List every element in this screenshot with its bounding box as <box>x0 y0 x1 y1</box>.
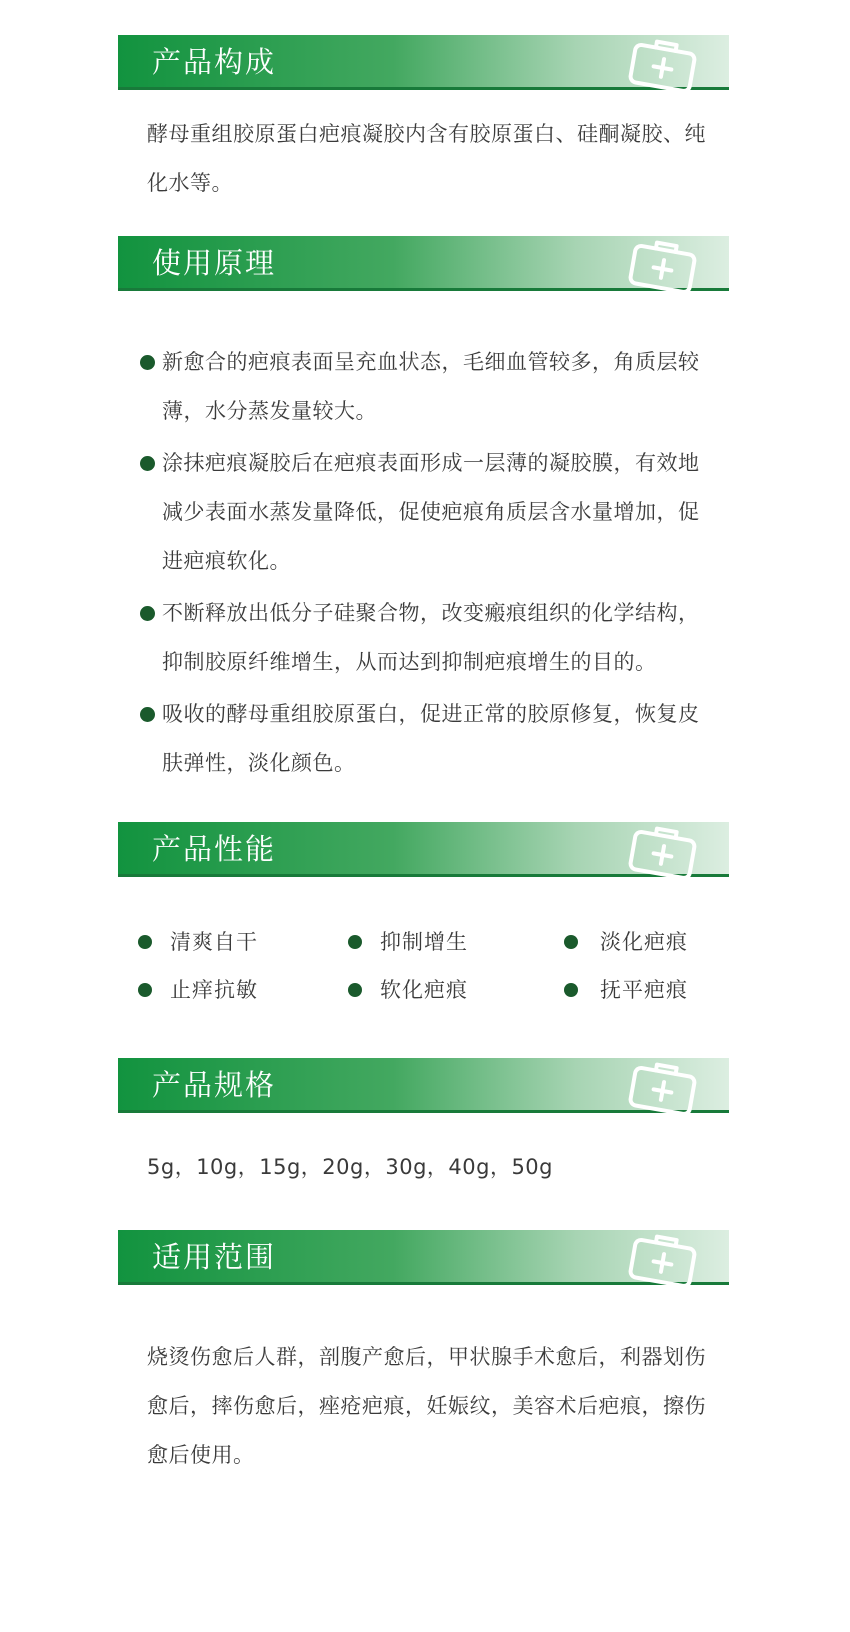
first-aid-kit-icon <box>627 35 699 93</box>
performance-item: 止痒抗敏 <box>170 978 258 1002</box>
bullet-dot <box>138 983 152 997</box>
list-item-text: 新愈合的疤痕表面呈充血状态，毛细血管较多，角质层较薄，水分蒸发量较大。 <box>162 350 700 423</box>
specs-text: 5g，10g，15g，20g，30g，40g，50g <box>147 1155 554 1179</box>
bullet-dot <box>140 355 155 370</box>
section-title: 产品性能 <box>152 832 277 866</box>
first-aid-kit-icon <box>627 1058 699 1116</box>
bullet-dot <box>140 707 155 722</box>
performance-item: 软化疤痕 <box>380 978 468 1002</box>
first-aid-kit-icon <box>627 1230 699 1288</box>
list-item-text: 吸收的酵母重组胶原蛋白，促进正常的胶原修复，恢复皮肤弹性，淡化颜色。 <box>162 702 700 775</box>
section-header-performance <box>118 822 729 877</box>
section-header-specs <box>118 1058 729 1113</box>
bullet-dot <box>140 606 155 621</box>
list-item <box>140 338 720 436</box>
list-item-text: 涂抹疤痕凝胶后在疤痕表面形成一层薄的凝胶膜，有效地减少表面水蒸发量降低，促使疤痕角质层含水量增加，促进疤痕软化。 <box>162 451 700 573</box>
performance-item: 抚平疤痕 <box>600 978 688 1002</box>
section-title: 产品构成 <box>152 45 277 79</box>
bullet-dot <box>348 935 362 949</box>
list-item <box>140 690 720 788</box>
section-header-composition <box>118 35 729 90</box>
bullet-dot <box>564 983 578 997</box>
bullet-dot <box>138 935 152 949</box>
section-header-scope <box>118 1230 729 1285</box>
performance-item: 淡化疤痕 <box>600 930 688 954</box>
section-title: 使用原理 <box>152 246 277 280</box>
scope-text: 烧烫伤愈后人群，剖腹产愈后，甲状腺手术愈后，利器划伤愈后，摔伤愈后，痤疮疤痕，妊娠纹，美容术后疤痕，擦伤愈后使用。 <box>147 1345 706 1467</box>
section-title: 适用范围 <box>152 1240 277 1274</box>
first-aid-kit-icon <box>627 236 699 294</box>
bullet-dot <box>564 935 578 949</box>
bullet-dot <box>140 456 155 471</box>
list-item <box>140 589 720 687</box>
performance-item: 清爽自干 <box>170 930 258 954</box>
principle-list <box>140 338 720 788</box>
bullet-dot <box>348 983 362 997</box>
list-item-text: 不断释放出低分子硅聚合物，改变瘢痕组织的化学结构，抑制胶原纤维增生，从而达到抑制疤痕增生的目的。 <box>162 601 700 674</box>
section-title: 产品规格 <box>152 1068 277 1102</box>
composition-text: 酵母重组胶原蛋白疤痕凝胶内含有胶原蛋白、硅酮凝胶、纯化水等。 <box>147 122 706 195</box>
list-item <box>140 439 720 586</box>
section-header-principle <box>118 236 729 291</box>
first-aid-kit-icon <box>627 822 699 880</box>
performance-item: 抑制增生 <box>380 930 468 954</box>
